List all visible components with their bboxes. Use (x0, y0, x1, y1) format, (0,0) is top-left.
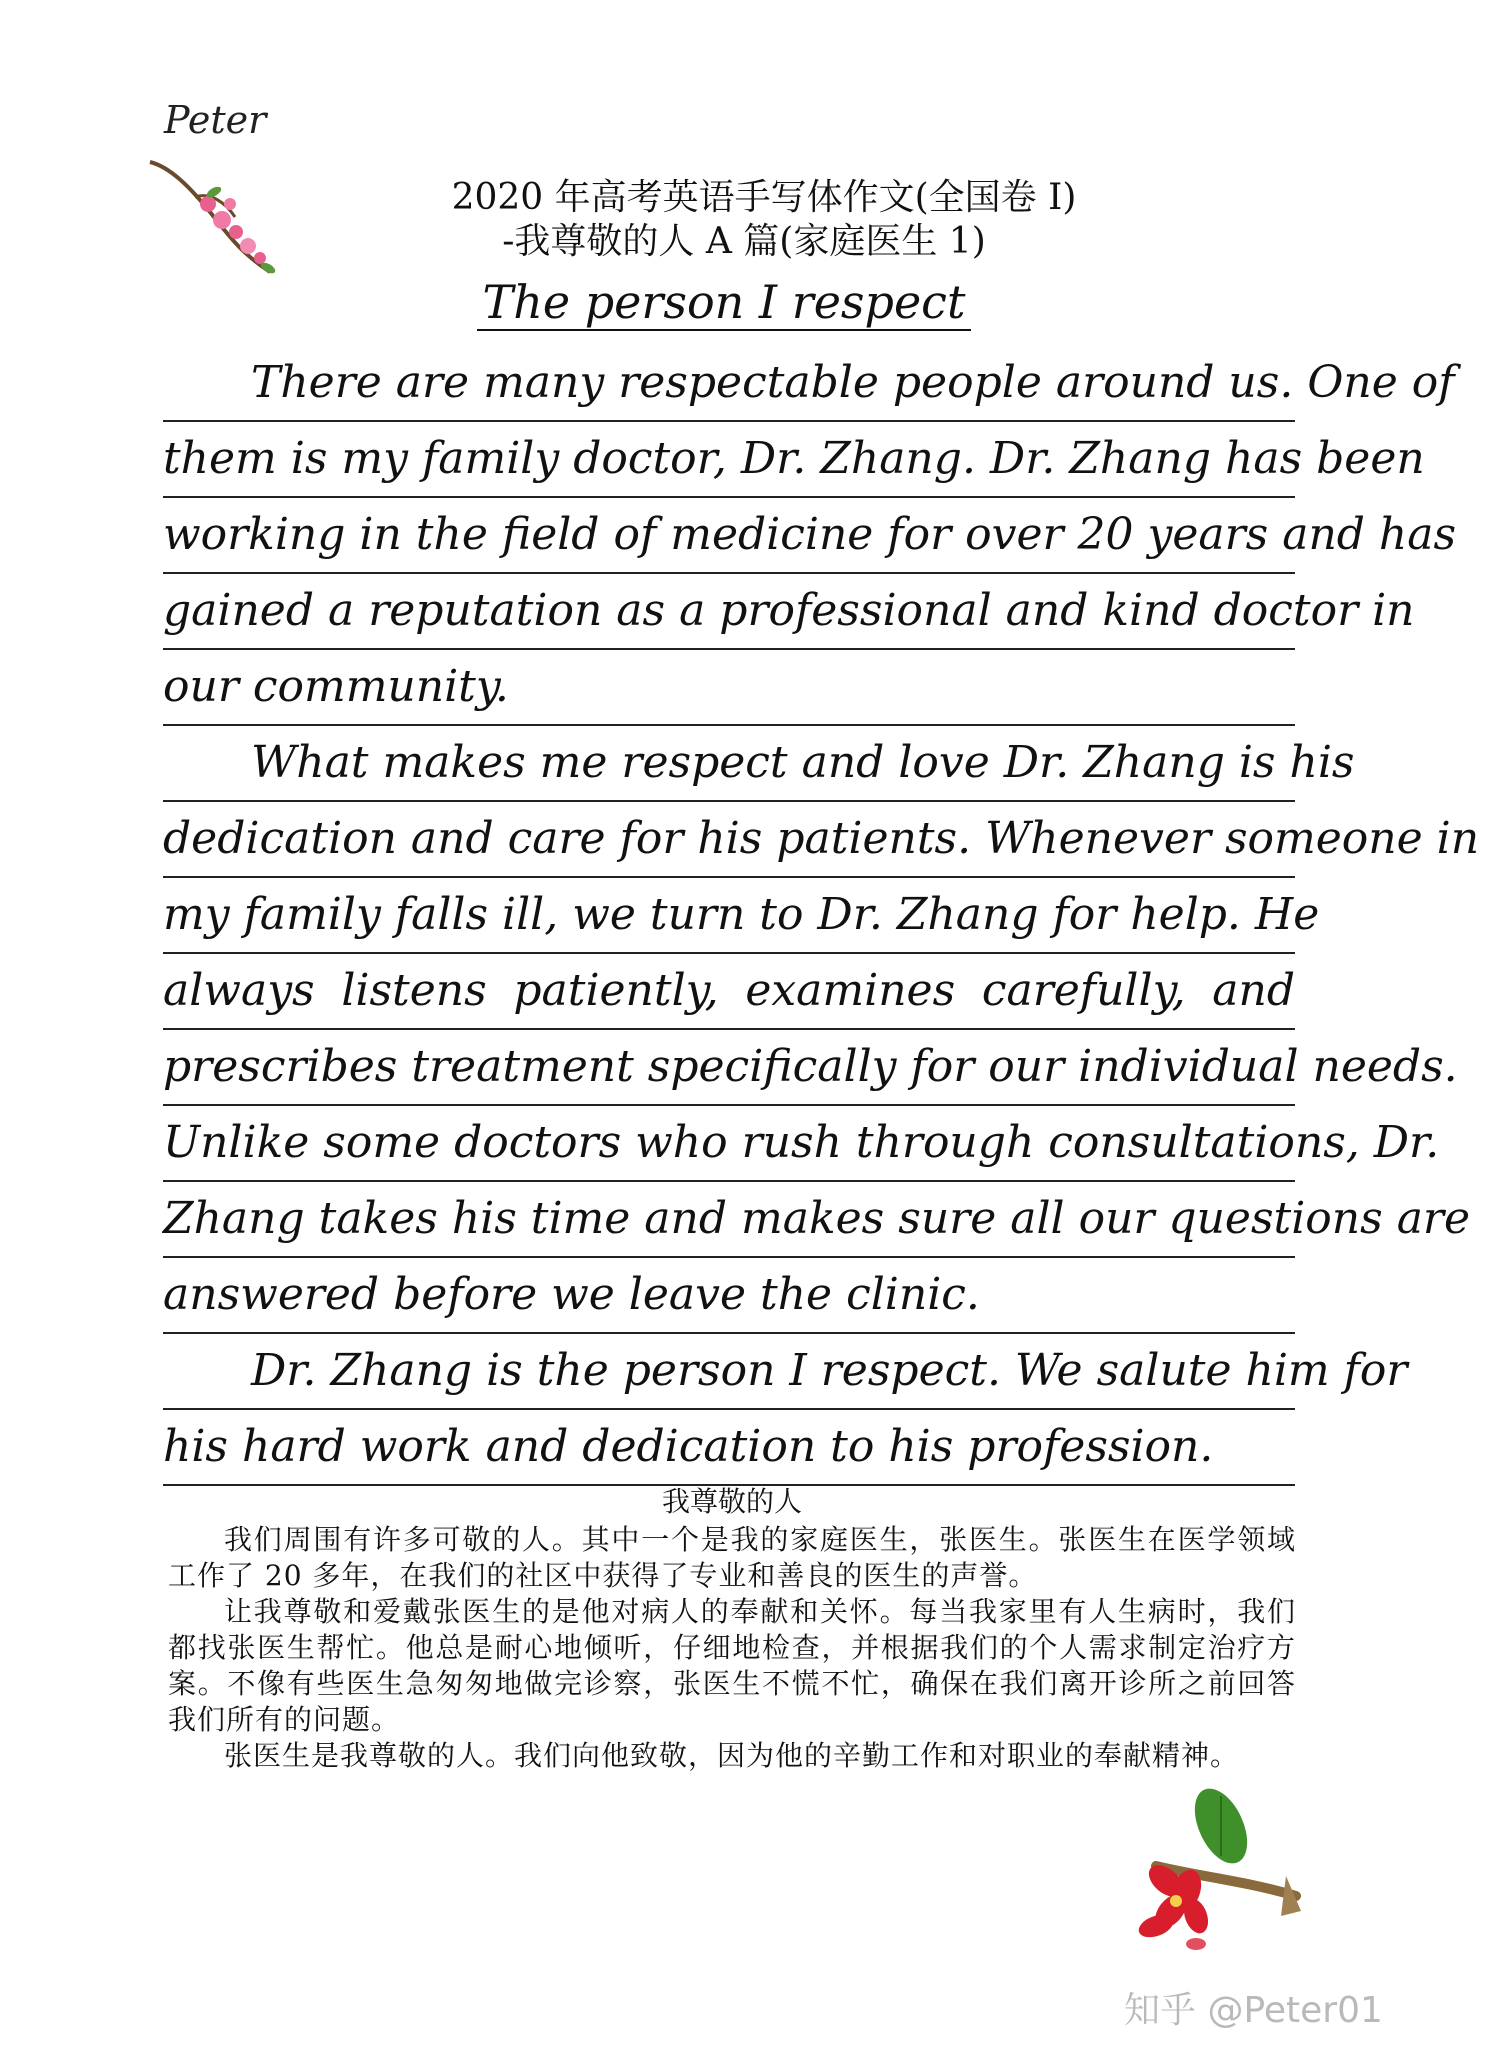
essay-line: my family falls ill, we turn to Dr. Zhang for help. He (163, 878, 1295, 954)
page-subtitle: -我尊敬的人 A 篇(家庭医生 1) (502, 221, 986, 262)
essay-line: his hard work and dedication to his profession. (163, 1410, 1295, 1486)
essay-line: Zhang takes his time and makes sure all our questions are (163, 1182, 1295, 1258)
translation-title: 我尊敬的人 (661, 1485, 802, 1518)
essay-line: always listens patiently, examines carefully, and (163, 954, 1295, 1030)
translation-paragraph: 让我尊敬和爱戴张医生的是他对病人的奉献和关怀。每当我家里有人生病时，我们都找张医生帮忙。他总是耐心地倾听，仔细地检查，并根据我们的个人需求制定治疗方案。不像有些医生急匆匆地做完诊察，张医生不慌不忙，确保在我们离开诊所之前回答我们所有的问题。 (168, 1595, 1296, 1736)
red-flower-icon (1136, 1796, 1306, 1956)
essay-line: them is my family doctor, Dr. Zhang. Dr. Zhang has been (163, 422, 1295, 498)
essay-line: dedication and care for his patients. Whenever someone in (163, 802, 1295, 878)
page-title: 2020 年高考英语手写体作文(全国卷 I) (451, 177, 1077, 218)
essay-line: prescribes treatment specifically for our individual needs. (163, 1030, 1295, 1106)
essay-line: working in the field of medicine for over 20 years and has (163, 498, 1295, 574)
essay-line: gained a reputation as a professional and kind doctor in (163, 574, 1295, 650)
translation-paragraph: 我们周围有许多可敬的人。其中一个是我的家庭医生，张医生。张医生在医学领域工作了 20 多年，在我们的社区中获得了专业和善良的医生的声誉。 (168, 1523, 1296, 1592)
logo-signature: Peter (164, 98, 267, 142)
essay-title-text: The person I respect (477, 275, 972, 331)
essay-body (163, 346, 1480, 1486)
essay-line: our community. (163, 650, 1295, 726)
translation-paragraph: 张医生是我尊敬的人。我们向他致敬，因为他的辛勤工作和对职业的奉献精神。 (224, 1739, 1240, 1772)
essay-line: Dr. Zhang is the person I respect. We salute him for (163, 1334, 1295, 1410)
essay-line: Unlike some doctors who rush through consultations, Dr. (163, 1106, 1295, 1182)
translation-block (168, 1484, 1296, 1774)
essay-line: What makes me respect and love Dr. Zhang is his (163, 726, 1295, 802)
watermark: 知乎 @Peter01 (1124, 1990, 1383, 2031)
essay-line: There are many respectable people around us. One of (163, 346, 1295, 422)
essay-line: answered before we leave the clinic. (163, 1258, 1295, 1334)
essay-title (0, 272, 1448, 332)
